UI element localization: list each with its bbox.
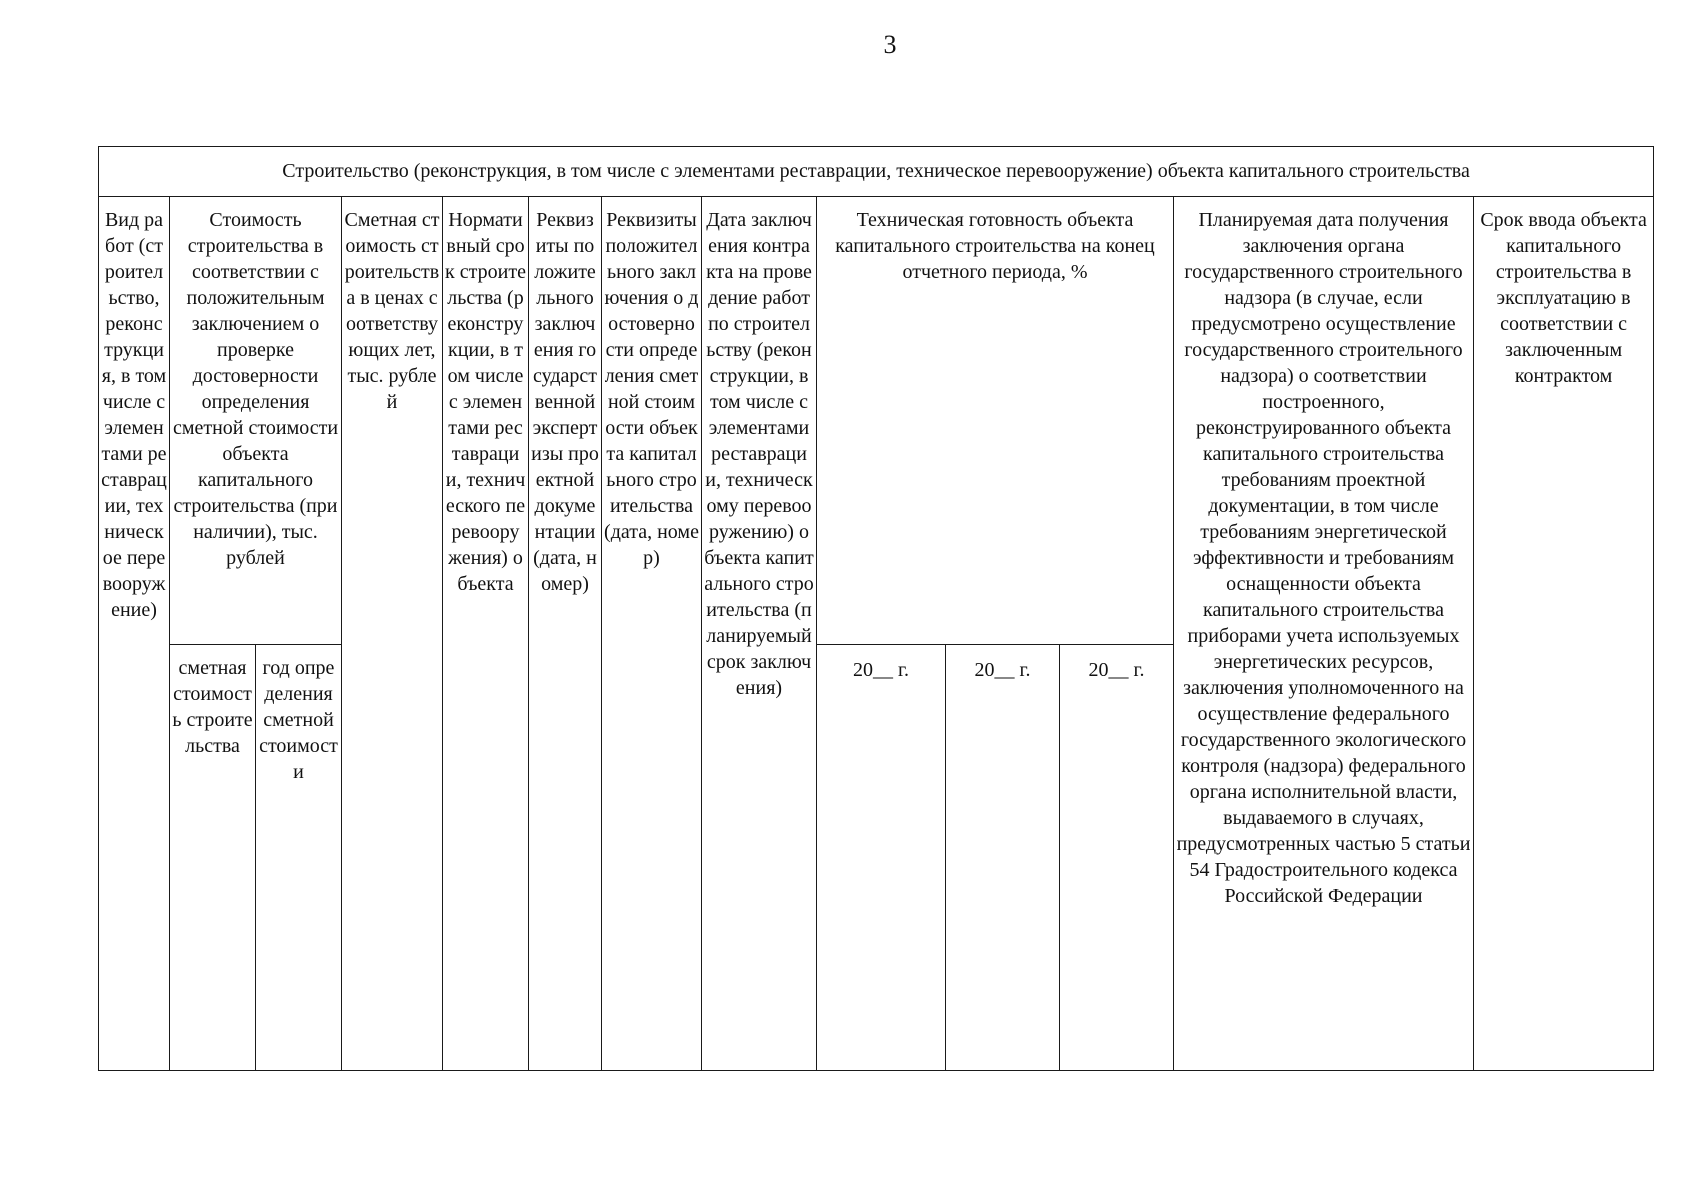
construction-form-table	[98, 146, 1654, 1071]
readiness-year-2: 20__ г.	[946, 645, 1060, 1071]
column-estimated-cost: Сметная стоимость строительства в ценах соответствующих лет, тыс. рублей	[342, 196, 443, 1070]
column-commissioning-period: Срок ввода объекта капитального строительства в эксплуатацию в соответствии с заключенным контрактом	[1474, 196, 1654, 1070]
subcolumn-cost-determination-year: год определения сметной стоимости	[256, 645, 342, 1071]
column-construction-cost: Стоимость строительства в соответствии с положительным заключением о проверке достоверности определения сметной стоимости объекта капитального строительства (при наличии), тыс. рублей	[170, 196, 342, 644]
column-reliability-details: Реквизиты положительного заключения о достоверности определения сметной стоимости объекта капитального строительства (дата, номер)	[602, 196, 702, 1070]
readiness-year-1: 20__ г.	[817, 645, 946, 1071]
readiness-year-3: 20__ г.	[1060, 645, 1174, 1071]
column-normative-period: Нормативный срок строительства (реконструкции, в том числе с элементами реставрации, технического перевооружения) объекта	[443, 196, 529, 1070]
page-number: 3	[883, 30, 897, 59]
section-title: Строительство (реконструкция, в том числе с элементами реставрации, техническое перевооружение) объекта капитального строительства	[99, 147, 1654, 197]
column-work-type: Вид работ (строительство, реконструкция, в том числе с элементами реставрации, техническое перевооружение)	[99, 196, 170, 1070]
subcolumn-estimated-construction-cost: сметная стоимость строительства	[170, 645, 256, 1071]
column-technical-readiness: Техническая готовность объекта капитального строительства на конец отчетного периода, %	[817, 196, 1174, 644]
column-contract-date: Дата заключения контракта на проведение работ по строительству (реконструкции, в том числе с элементами реставрации, техническому перевооружению) объекта капитального строительства (планируемый срок заключения)	[702, 196, 817, 1070]
column-planned-conclusion-date: Планируемая дата получения заключения органа государственного строительного надзора (в случае, если предусмотрено осуществление государственного строительного надзора) о соответствии построенного, реконструированного объекта капитального строительства требованиям проектной документации, в том числе требованиям энергетической эффективности и требованиям оснащенности объекта капитального строительства приборами учета используемых энергетических ресурсов, заключения уполномоченного на осуществление федерального государственного экологического контроля (надзора) федерального органа исполнительной власти, выдаваемого в случаях, предусмотренных частью 5 статьи 54 Градостроительного кодекса Российской Федерации	[1174, 196, 1474, 1070]
column-expertise-details: Реквизиты положительного заключения государственной экспертизы проектной документации (дата, номер)	[529, 196, 602, 1070]
